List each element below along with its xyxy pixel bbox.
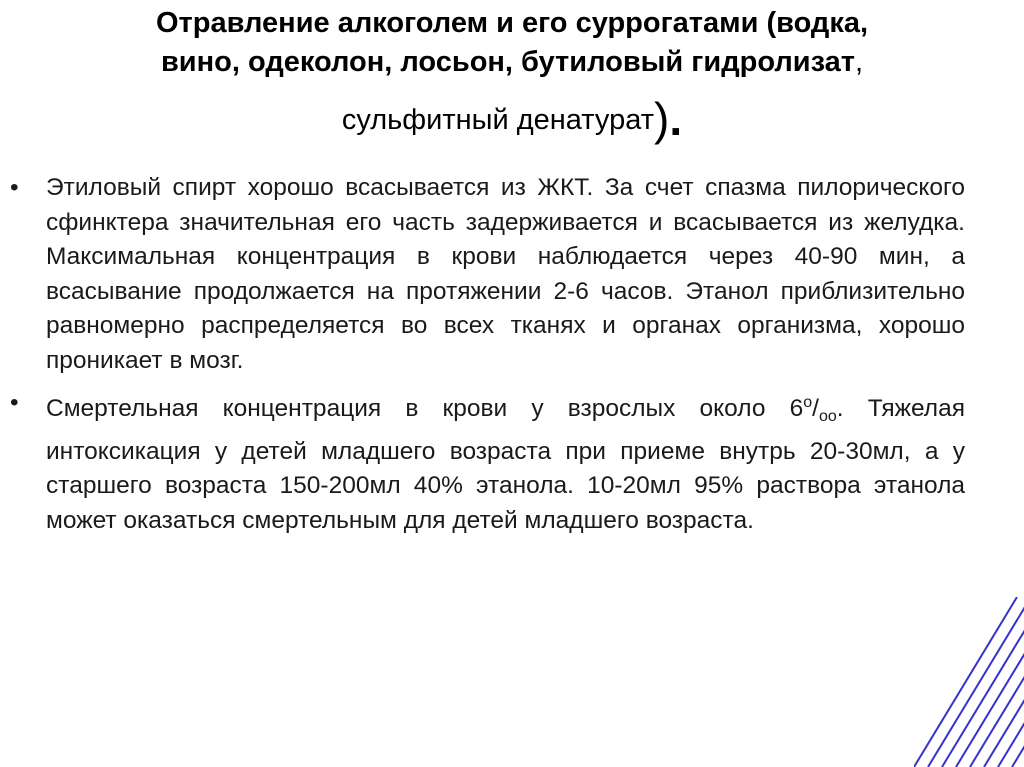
stripe-line — [984, 597, 1024, 767]
title-line-3 — [40, 94, 984, 145]
stripe-line — [942, 597, 1024, 767]
stripe-line — [928, 597, 1024, 767]
title-line-2-comma: , — [854, 46, 864, 78]
diagonal-stripes-decoration — [914, 597, 1024, 767]
title-line-2: вино, одеколон, лосьон, бутиловый гидролизат — [160, 46, 855, 78]
bullet-text-absorption: Этиловый спирт хорошо всасывается из ЖКТ. За счет спазма пилорического сфинктера значительная его часть задерживается и всасывается из желудка. Максимальная концентрация в крови наблюдается через 40-90 мин, а всасывание продолжается на протяжении 2-6 часов. Этанол приблизительно равномерно распределяется во всех тканях и органах организма, хорошо проникает в мозг. — [46, 174, 965, 374]
title-closing-paren: ) — [653, 93, 670, 145]
title-period: . — [669, 93, 683, 145]
slide-title — [40, 4, 984, 145]
permille-superscript: о — [803, 394, 813, 411]
stripe-lines — [914, 597, 1024, 767]
bullet-icon: • — [10, 389, 19, 416]
title-line-3-text: сульфитный денатурат — [341, 104, 654, 136]
bullet-item-absorption — [10, 171, 965, 378]
stripe-line — [914, 597, 1017, 767]
bullet-text-lethal-post: . Тяжелая интоксикация у детей младшего возраста при приеме внутрь 20-30мл, а у старшего возраста 150-200мл 40% этанола. 10-20мл 95% раствора этанола может оказаться смертельным для детей младшего возраста. — [46, 395, 965, 534]
bullet-text-lethal-pre: Смертельная концентрация в крови у взрослых около 6 — [46, 395, 804, 422]
bullet-icon: • — [10, 174, 19, 201]
permille-slash: / — [812, 395, 819, 422]
bullet-list — [10, 171, 965, 546]
bullet-item-lethal-dose — [10, 386, 965, 538]
permille-subscript: оо — [818, 408, 837, 425]
title-line-1: Отравление алкоголем и его суррогатами (водка, — [155, 7, 869, 39]
